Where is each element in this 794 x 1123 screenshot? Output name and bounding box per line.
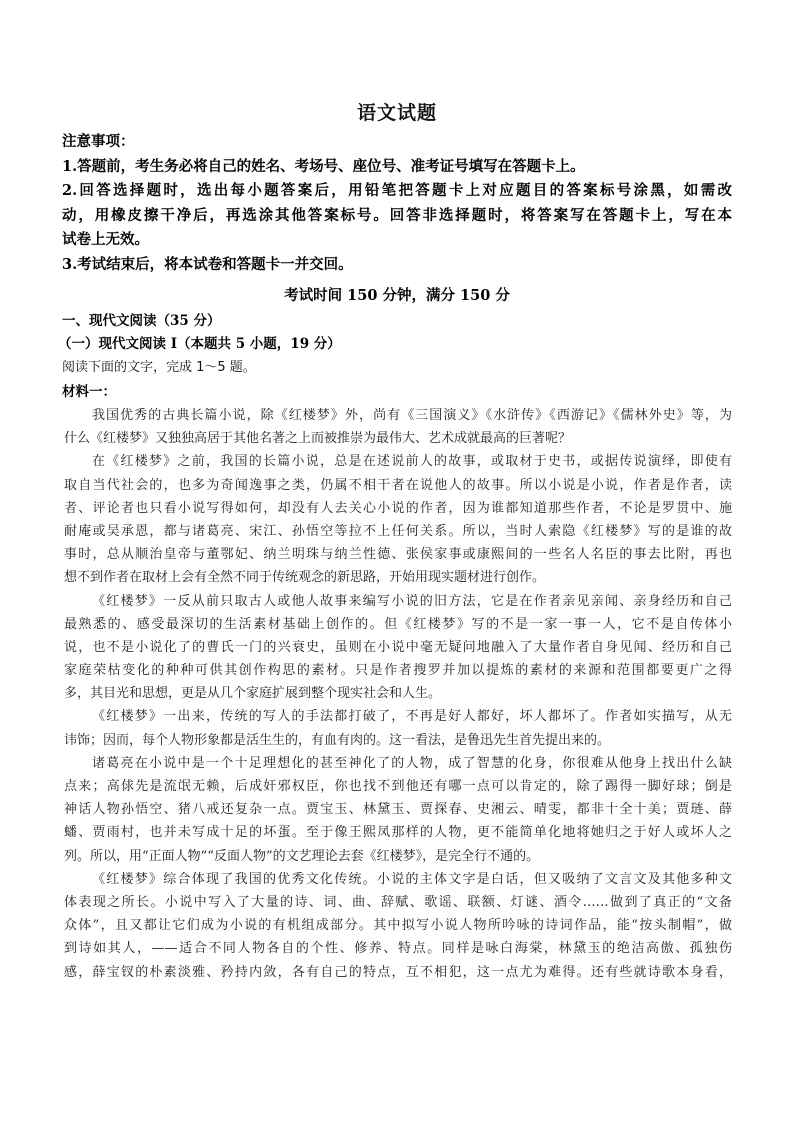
passage-line: 说，也不是小说化了的曹氏一门的兴衰史，虽则在小说中毫无疑问地融入了大量作者自身见闻、经历和自己 xyxy=(64,639,732,655)
subsection-heading: （一）现代文阅读 I（本题共 5 小题，19 分） xyxy=(58,336,341,352)
passage-line: 最熟悉的、感受最深切的生活素材基础上创作的。但《红楼梦》写的不是一家一事一人，它不是自传体小 xyxy=(64,616,732,632)
passage-line: 《红楼梦》一出来，传统的写人的手法都打破了，不再是好人都好，坏人都坏了。作者如实描写，从无 xyxy=(92,709,732,725)
notice-heading: 注意事项： xyxy=(62,133,135,150)
section-heading: 一、现代文阅读（35 分） xyxy=(62,313,221,329)
passage-line: 多，其目光和思想，更是从几个家庭扩展到整个现实社会和人生。 xyxy=(64,686,442,702)
passage-line: 讳饰；因而，每个人物形象都是活生生的，有血有肉的。这一看法，是鲁迅先生首先提出来的。 xyxy=(64,732,611,748)
passage-line: 列。所以，用“正面人物”“反面人物”的文艺理论去套《红楼梦》，是完全行不通的。 xyxy=(64,848,540,864)
exam-info: 考试时间 150 分钟，满分 150 分 xyxy=(284,287,510,304)
passage-line: 我国优秀的古典长篇小说，除《红楼梦》外，尚有《三国演义》《水浒传》《西游记》《儒林外史》等，为 xyxy=(92,408,732,423)
passage-line: 者、评论者也只看小说写得如何，却没有人去关心小说的作者，因为谁都知道那些作者，不论是罗贯中、施 xyxy=(64,500,732,516)
passage-line: 家庭荣枯变化的种种可供其创作构思的素材。只是作者搜罗并加以提炼的素材的来源和范围都要更广之得 xyxy=(64,663,732,679)
notice-line: 动，用橡皮擦干净后，再选涂其他答案标号。回答非选择题时，将答案写在答题卡上，写在本 xyxy=(62,206,732,224)
notice-line: 试卷上无效。 xyxy=(62,231,149,248)
notice-line: 1.答题前，考生务必将自己的姓名、考场号、座位号、准考证号填写在答题卡上。 xyxy=(62,157,585,175)
material-label: 材料一： xyxy=(62,384,116,400)
notice-line: 3.考试结束后，将本试卷和答题卡一并交回。 xyxy=(62,255,353,273)
passage-line: 什么《红楼梦》又独独高居于其他名著之上而被推崇为最伟大、艺术成就最高的巨著呢？ xyxy=(64,431,572,447)
passage-line: 神话人物孙悟空、猪八戒还复杂一点。贾宝玉、林黛玉、贾探春、史湘云、晴雯，都非十全十美；贾琏、薛 xyxy=(64,802,732,818)
notice-block xyxy=(62,130,732,277)
passage-line: 体表现之所长。小说中写入了大量的诗、词、曲、辞赋、歌谣、联额、灯谜、酒令……做到了真正的“文备 xyxy=(64,894,732,910)
notice-line: 2.回答选择题时，选出每小题答案后，用铅笔把答题卡上对应题目的答案标号涂黑，如需改 xyxy=(62,182,732,199)
exam-title: 语文试题 xyxy=(356,102,437,124)
passage-line: 取自当代社会的，也多为奇闻逸事之类，仍属不相干者在说他人的故事。所以小说是小说，作者是作者，读 xyxy=(64,477,732,493)
passage-line: 蟠、贾雨村，也并未写成十足的坏蛋。至于像王熙凤那样的人物，更不能简单化地将她归之于好人或坏人之 xyxy=(64,825,732,841)
passage-line: 到诗如其人，——适合不同人物各自的个性、修养、特点。同样是咏白海棠，林黛玉的绝洁高傲、孤独伤 xyxy=(64,941,732,957)
passage-line: 点来；高俅先是流氓无赖，后成奸邪权臣，你也找不到他还有哪一点可以肯定的，除了踢得一脚好球；倒是 xyxy=(64,779,732,794)
passage-line: 众体”，且又都让它们成为小说的有机组成部分。其中拟写小说人物所吟咏的诗词作品，能“按头制帽”，做 xyxy=(64,918,732,934)
passage-line: 耐庵或吴承恩，都与诸葛亮、宋江、孙悟空等拉不上任何关系。所以，当时人索隐《红楼梦》写的是谁的故 xyxy=(64,523,732,539)
passage-line: 感，薛宝钗的朴素淡雅、矜持内敛，各有自己的特点，互不相犯，这一点尤为难得。还有些就诗歌本身看， xyxy=(64,964,732,980)
passage-line: 诸葛亮在小说中是一个十足理想化的甚至神化了的人物，成了智慧的化身，你很难从他身上找出什么缺 xyxy=(92,755,732,771)
passage-line: 在《红楼梦》之前，我国的长篇小说，总是在述说前人的故事，或取材于史书，或据传说演绎，即使有 xyxy=(92,454,732,470)
passage-line: 《红楼梦》综合体现了我国的优秀文化传统。小说的主体文字是白话，但又吸纳了文言文及其他多种文 xyxy=(92,871,732,887)
passage-line: 事时，总从顺治皇帝与董鄂妃、纳兰明珠与纳兰性德、张侯家事或康熙间的一些名人名臣的事去比附，再也 xyxy=(64,547,732,563)
passage xyxy=(64,404,732,984)
passage-line: 《红楼梦》一反从前只取古人或他人故事来编写小说的旧方法，它是在作者亲见亲闻、亲身经历和自己 xyxy=(92,593,732,609)
passage-line: 想不到作者在取材上会有全然不同于传统观念的新思路，开始用现实题材进行创作。 xyxy=(64,570,546,586)
reading-instruction: 阅读下面的文字，完成 1～5 题。 xyxy=(62,360,256,375)
